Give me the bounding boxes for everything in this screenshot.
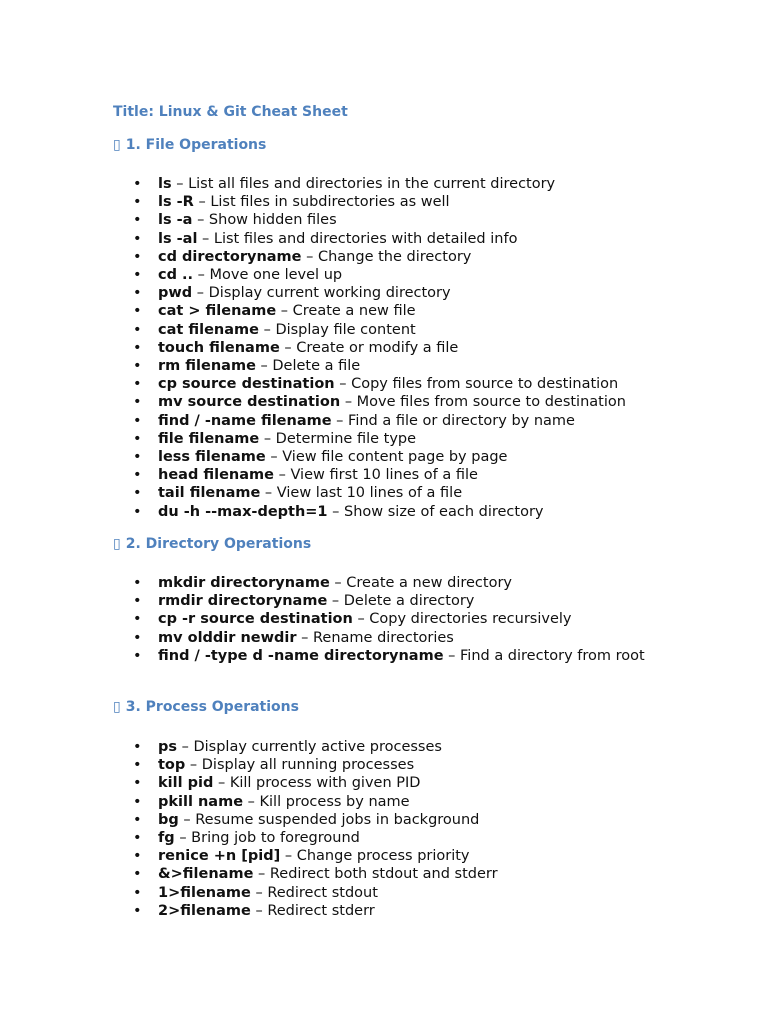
command-description: Change process priority	[296, 848, 470, 865]
dash-separator: –	[196, 285, 205, 302]
command-description: View file content page by page	[282, 449, 508, 466]
command-name: cat > filename	[158, 303, 277, 320]
list-item	[133, 829, 653, 847]
dash-separator: –	[198, 194, 206, 211]
directory-operations-list	[133, 574, 653, 665]
command-name: cd ..	[158, 267, 194, 284]
list-item	[133, 811, 653, 829]
command-name: cd directoryname	[158, 248, 302, 265]
command-description: List all files and directories in the current directory	[188, 176, 556, 192]
bullet-icon: •	[133, 593, 142, 610]
command-name: tail filename	[158, 485, 261, 502]
command-name: ls -al	[158, 230, 198, 247]
list-item	[133, 412, 653, 430]
dash-separator: –	[270, 449, 278, 466]
heading-glyph-icon: ▯	[113, 536, 121, 552]
dash-separator: –	[448, 647, 456, 664]
list-item	[133, 574, 653, 592]
section-heading-text: 3. Process Operations	[125, 699, 299, 715]
list-item	[133, 430, 653, 448]
list-item	[133, 248, 653, 266]
command-description: List files in subdirectories as well	[210, 194, 450, 211]
command-description: Move files from source to destination	[356, 394, 626, 411]
bullet-icon: •	[133, 793, 142, 810]
list-item	[133, 884, 653, 902]
bullet-icon: •	[133, 811, 142, 828]
command-description: Delete a directory	[343, 593, 475, 610]
command-description: Change the directory	[317, 248, 472, 265]
bullet-icon: •	[133, 830, 142, 847]
command-description: Kill process by name	[259, 793, 410, 810]
dash-separator: –	[336, 412, 344, 429]
list-item	[133, 302, 653, 320]
dash-separator: –	[202, 230, 210, 247]
command-name: rmdir directoryname	[158, 593, 328, 610]
command-name: ps	[158, 739, 178, 755]
file-operations-list	[133, 175, 653, 521]
command-description: Show hidden files	[208, 212, 337, 229]
dash-separator: –	[278, 467, 286, 484]
command-description: View first 10 lines of a file	[290, 467, 478, 484]
command-name: less filename	[158, 449, 266, 466]
bullet-icon: •	[133, 394, 142, 411]
command-description: Find a directory from root	[460, 647, 645, 664]
command-name: top	[158, 757, 186, 774]
command-name: kill pid	[158, 775, 214, 792]
command-name: pwd	[158, 285, 193, 302]
list-item	[133, 211, 653, 229]
list-item	[133, 466, 653, 484]
bullet-icon: •	[133, 575, 142, 591]
list-item	[133, 284, 653, 302]
list-item	[133, 448, 653, 466]
bullet-icon: •	[133, 230, 142, 247]
section-heading-text: 2. Directory Operations	[125, 536, 312, 552]
dash-separator: –	[264, 485, 273, 502]
bullet-icon: •	[133, 212, 142, 229]
dash-separator: –	[332, 503, 340, 520]
command-description: Display all running processes	[201, 757, 415, 774]
dash-separator: –	[181, 739, 189, 755]
dash-separator: –	[339, 376, 347, 393]
dash-separator: –	[263, 321, 271, 338]
command-description: Redirect stdout	[267, 884, 378, 901]
list-item	[133, 756, 653, 774]
list-item	[133, 339, 653, 357]
command-description: View last 10 lines of a file	[276, 485, 463, 502]
command-description: Display file content	[275, 321, 416, 338]
command-description: Resume suspended jobs in background	[195, 811, 480, 828]
bullet-icon: •	[133, 503, 142, 520]
command-name: &>filename	[158, 866, 254, 883]
bullet-icon: •	[133, 757, 142, 774]
command-description: Delete a file	[272, 358, 361, 375]
dash-separator: –	[197, 212, 205, 229]
dash-separator: –	[247, 793, 255, 810]
bullet-icon: •	[133, 412, 142, 429]
dash-separator: –	[258, 866, 266, 883]
list-item	[133, 175, 653, 193]
bullet-icon: •	[133, 467, 142, 484]
command-name: cat filename	[158, 321, 259, 338]
list-item	[133, 738, 653, 756]
bullet-icon: •	[133, 485, 142, 502]
bullet-icon: •	[133, 358, 142, 375]
bullet-icon: •	[133, 848, 142, 865]
list-item	[133, 266, 653, 284]
command-description: List files and directories with detailed info	[213, 230, 518, 247]
dash-separator: –	[217, 775, 226, 792]
command-name: ls -R	[158, 194, 194, 211]
command-description: Redirect both stdout and stderr	[269, 866, 498, 883]
command-name: fg	[158, 830, 175, 847]
command-name: ls	[158, 176, 172, 192]
process-operations-list	[133, 738, 653, 920]
bullet-icon: •	[133, 321, 142, 338]
command-name: 1>filename	[158, 884, 251, 901]
document-title: Title: Linux & Git Cheat Sheet	[113, 104, 348, 120]
list-item	[133, 647, 653, 665]
section-heading-text: 1. File Operations	[125, 137, 267, 153]
bullet-icon: •	[133, 902, 142, 919]
dash-separator: –	[331, 593, 340, 610]
command-description: Bring job to foreground	[191, 830, 360, 847]
bullet-icon: •	[133, 629, 142, 646]
command-name: renice +n [pid]	[158, 848, 281, 865]
list-item	[133, 902, 653, 920]
bullet-icon: •	[133, 739, 142, 755]
dash-separator: –	[263, 430, 272, 447]
heading-glyph-icon: ▯	[113, 137, 121, 153]
section-heading-process-operations	[113, 699, 299, 715]
command-name: mv olddir newdir	[158, 629, 297, 646]
command-description: Redirect stderr	[267, 902, 375, 919]
command-name: mkdir directoryname	[158, 575, 330, 591]
dash-separator: –	[189, 757, 198, 774]
command-name: rm filename	[158, 358, 256, 375]
command-name: cp source destination	[158, 376, 335, 393]
command-description: Kill process with given PID	[229, 775, 421, 792]
dash-separator: –	[334, 575, 342, 591]
list-item	[133, 610, 653, 628]
list-item	[133, 321, 653, 339]
command-description: Show size of each directory	[344, 503, 544, 520]
list-item	[133, 375, 653, 393]
command-description: Copy directories recursively	[369, 611, 572, 628]
command-name: du -h --max-depth=1	[158, 503, 328, 520]
command-description: Determine file type	[275, 430, 417, 447]
command-description: Create a new directory	[346, 575, 512, 591]
list-item	[133, 629, 653, 647]
bullet-icon: •	[133, 376, 142, 393]
heading-glyph-icon: ▯	[113, 699, 121, 715]
bullet-icon: •	[133, 194, 142, 211]
bullet-icon: •	[133, 285, 142, 302]
dash-separator: –	[344, 394, 353, 411]
list-item	[133, 793, 653, 811]
command-description: Rename directories	[313, 629, 454, 646]
command-description: Display current working directory	[208, 285, 451, 302]
command-name: mv source destination	[158, 394, 341, 411]
bullet-icon: •	[133, 449, 142, 466]
section-heading-directory-operations	[113, 536, 311, 552]
list-item	[133, 484, 653, 502]
dash-separator: –	[179, 830, 187, 847]
dash-separator: –	[301, 629, 309, 646]
command-name: ls -a	[158, 212, 193, 229]
command-name: find / -name filename	[158, 412, 332, 429]
list-item	[133, 503, 653, 521]
bullet-icon: •	[133, 339, 142, 356]
command-name: file filename	[158, 430, 260, 447]
bullet-icon: •	[133, 611, 142, 628]
dash-separator: –	[176, 176, 184, 192]
command-name: touch filename	[158, 339, 280, 356]
list-item	[133, 393, 653, 411]
dash-separator: –	[306, 248, 314, 265]
command-name: pkill name	[158, 793, 244, 810]
dash-separator: –	[255, 884, 263, 901]
command-name: 2>filename	[158, 902, 251, 919]
bullet-icon: •	[133, 176, 142, 192]
list-item	[133, 357, 653, 375]
list-item	[133, 847, 653, 865]
bullet-icon: •	[133, 267, 142, 284]
section-heading-file-operations	[113, 137, 266, 153]
dash-separator: –	[357, 611, 365, 628]
command-description: Move one level up	[209, 267, 343, 284]
dash-separator: –	[284, 339, 292, 356]
list-item	[133, 865, 653, 883]
bullet-icon: •	[133, 248, 142, 265]
command-name: bg	[158, 811, 179, 828]
list-item	[133, 193, 653, 211]
list-item	[133, 774, 653, 792]
bullet-icon: •	[133, 303, 142, 320]
bullet-icon: •	[133, 430, 142, 447]
command-name: cp -r source destination	[158, 611, 353, 628]
dash-separator: –	[183, 811, 191, 828]
bullet-icon: •	[133, 647, 142, 664]
dash-separator: –	[260, 358, 268, 375]
bullet-icon: •	[133, 866, 142, 883]
command-description: Copy files from source to destination	[351, 376, 619, 393]
command-name: find / -type d -name directoryname	[158, 647, 444, 664]
command-description: Find a file or directory by name	[348, 412, 575, 429]
dash-separator: –	[197, 267, 205, 284]
command-description: Create or modify a file	[296, 339, 459, 356]
list-item	[133, 592, 653, 610]
dash-separator: –	[284, 848, 293, 865]
bullet-icon: •	[133, 775, 142, 792]
dash-separator: –	[280, 303, 289, 320]
bullet-icon: •	[133, 884, 142, 901]
dash-separator: –	[255, 902, 263, 919]
command-description: Create a new file	[292, 303, 416, 320]
command-name: head filename	[158, 467, 274, 484]
list-item	[133, 230, 653, 248]
command-description: Display currently active processes	[193, 739, 442, 755]
